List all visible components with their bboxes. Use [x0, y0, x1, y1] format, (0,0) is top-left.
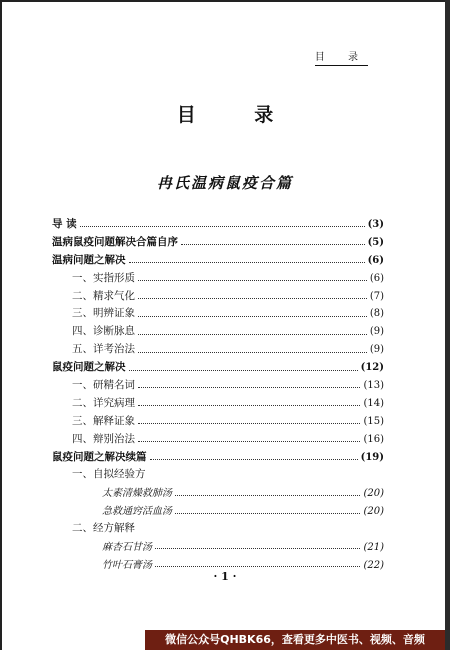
- dot-leader: [138, 352, 367, 353]
- toc-entry-title: 一、研精名词: [72, 379, 135, 392]
- toc-entry-title: 鼠疫问题之解决续篇: [52, 450, 147, 463]
- toc-entry: [52, 484, 384, 502]
- toc-entry-page: (8): [369, 308, 384, 320]
- toc-entry: [52, 502, 384, 520]
- toc-entry-title: 温病问题之解决: [52, 253, 126, 266]
- dot-leader: [175, 513, 360, 514]
- toc-entry-page: (13): [363, 380, 384, 392]
- toc-entry-title: 四、诊断脉息: [72, 325, 135, 338]
- toc-entry-title: 鼠疫问题之解决: [52, 361, 126, 374]
- dot-leader: [138, 441, 360, 442]
- toc-entry-title: 麻杏石甘汤: [102, 542, 152, 554]
- toc-entry-page: (5): [367, 236, 384, 248]
- toc-entry: [52, 252, 384, 270]
- book-title: 冉氏温病鼠疫合篇: [156, 174, 293, 192]
- toc-entry: [52, 288, 384, 306]
- toc-entry: [52, 466, 384, 484]
- page-edge: [445, 0, 450, 650]
- dot-leader: [129, 370, 358, 371]
- toc-entry-page: (15): [363, 415, 384, 427]
- toc-entry: [52, 270, 384, 288]
- toc-entry-title: 一、自拟经验方: [72, 468, 146, 481]
- dot-leader: [138, 387, 360, 388]
- dot-leader: [155, 566, 360, 567]
- toc-entry: [52, 341, 384, 359]
- toc-entry-title: 二、经方解释: [72, 522, 135, 535]
- toc-entry: [52, 323, 384, 341]
- toc-entry-page: (20): [363, 506, 384, 518]
- toc-entry-page: (22): [363, 559, 384, 571]
- toc-entry-page: (12): [360, 362, 384, 374]
- toc-entry-title: 太素清燥救肺汤: [102, 488, 172, 500]
- dot-leader: [129, 262, 365, 263]
- dot-leader: [155, 548, 360, 549]
- toc-entry-page: (19): [360, 451, 384, 463]
- toc-entry: [52, 377, 384, 395]
- dot-leader: [175, 495, 360, 496]
- toc-entry: [52, 216, 384, 234]
- toc-entry-title: 四、辩别治法: [72, 432, 135, 445]
- toc-entry-page: (20): [363, 488, 384, 500]
- toc-entry: [52, 413, 384, 431]
- dot-leader: [138, 316, 367, 317]
- toc-entry-title: 一、实指形质: [72, 271, 135, 284]
- toc-entry-title: 二、详究病理: [72, 396, 135, 409]
- dot-leader: [138, 405, 360, 406]
- page-number: · 1 ·: [213, 570, 237, 583]
- toc-entry-title: 二、精求气化: [72, 289, 135, 302]
- toc-entry-title: 竹叶石膏汤: [102, 559, 152, 571]
- toc-entry-title: 三、解释证象: [72, 414, 135, 427]
- toc-entry-title: 五、详考治法: [72, 343, 135, 356]
- toc-entry-page: (16): [363, 433, 384, 445]
- toc-entry: [52, 520, 384, 538]
- toc-entry-page: (3): [367, 219, 384, 230]
- dot-leader: [138, 280, 367, 281]
- dot-leader: [138, 298, 367, 299]
- toc-entry-title: 温病鼠疫问题解决合篇自序: [52, 235, 178, 248]
- toc-entry-title: 导 读: [52, 218, 77, 230]
- toc-entry: [52, 305, 384, 323]
- toc-entry-page: (14): [363, 397, 384, 409]
- toc-entry: [52, 431, 384, 449]
- running-head: 目 录: [315, 48, 368, 66]
- toc-entry-title: 三、明辨证象: [72, 307, 135, 320]
- toc-entry-page: (9): [369, 326, 384, 338]
- watermark-banner: 微信公众号QHBK66，查看更多中医书、视频、音频: [145, 630, 445, 650]
- page-title: 目 录: [176, 104, 300, 126]
- toc-entry-page: (6): [367, 254, 384, 266]
- toc-entry: [52, 359, 384, 377]
- toc-entry-page: (9): [369, 344, 384, 356]
- toc-entry-title: 急救通窍活血汤: [102, 506, 172, 518]
- dot-leader: [150, 459, 358, 460]
- toc-entry: [52, 234, 384, 252]
- toc-entry-page: (21): [363, 542, 384, 554]
- toc-entry: [52, 538, 384, 556]
- dot-leader: [138, 423, 360, 424]
- toc-entry: [52, 449, 384, 467]
- toc-entry-page: (6): [369, 272, 384, 284]
- toc-entry-page: (7): [369, 290, 384, 302]
- dot-leader: [80, 226, 365, 227]
- table-of-contents: [52, 216, 384, 574]
- dot-leader: [138, 334, 367, 335]
- dot-leader: [181, 244, 365, 245]
- toc-entry: [52, 395, 384, 413]
